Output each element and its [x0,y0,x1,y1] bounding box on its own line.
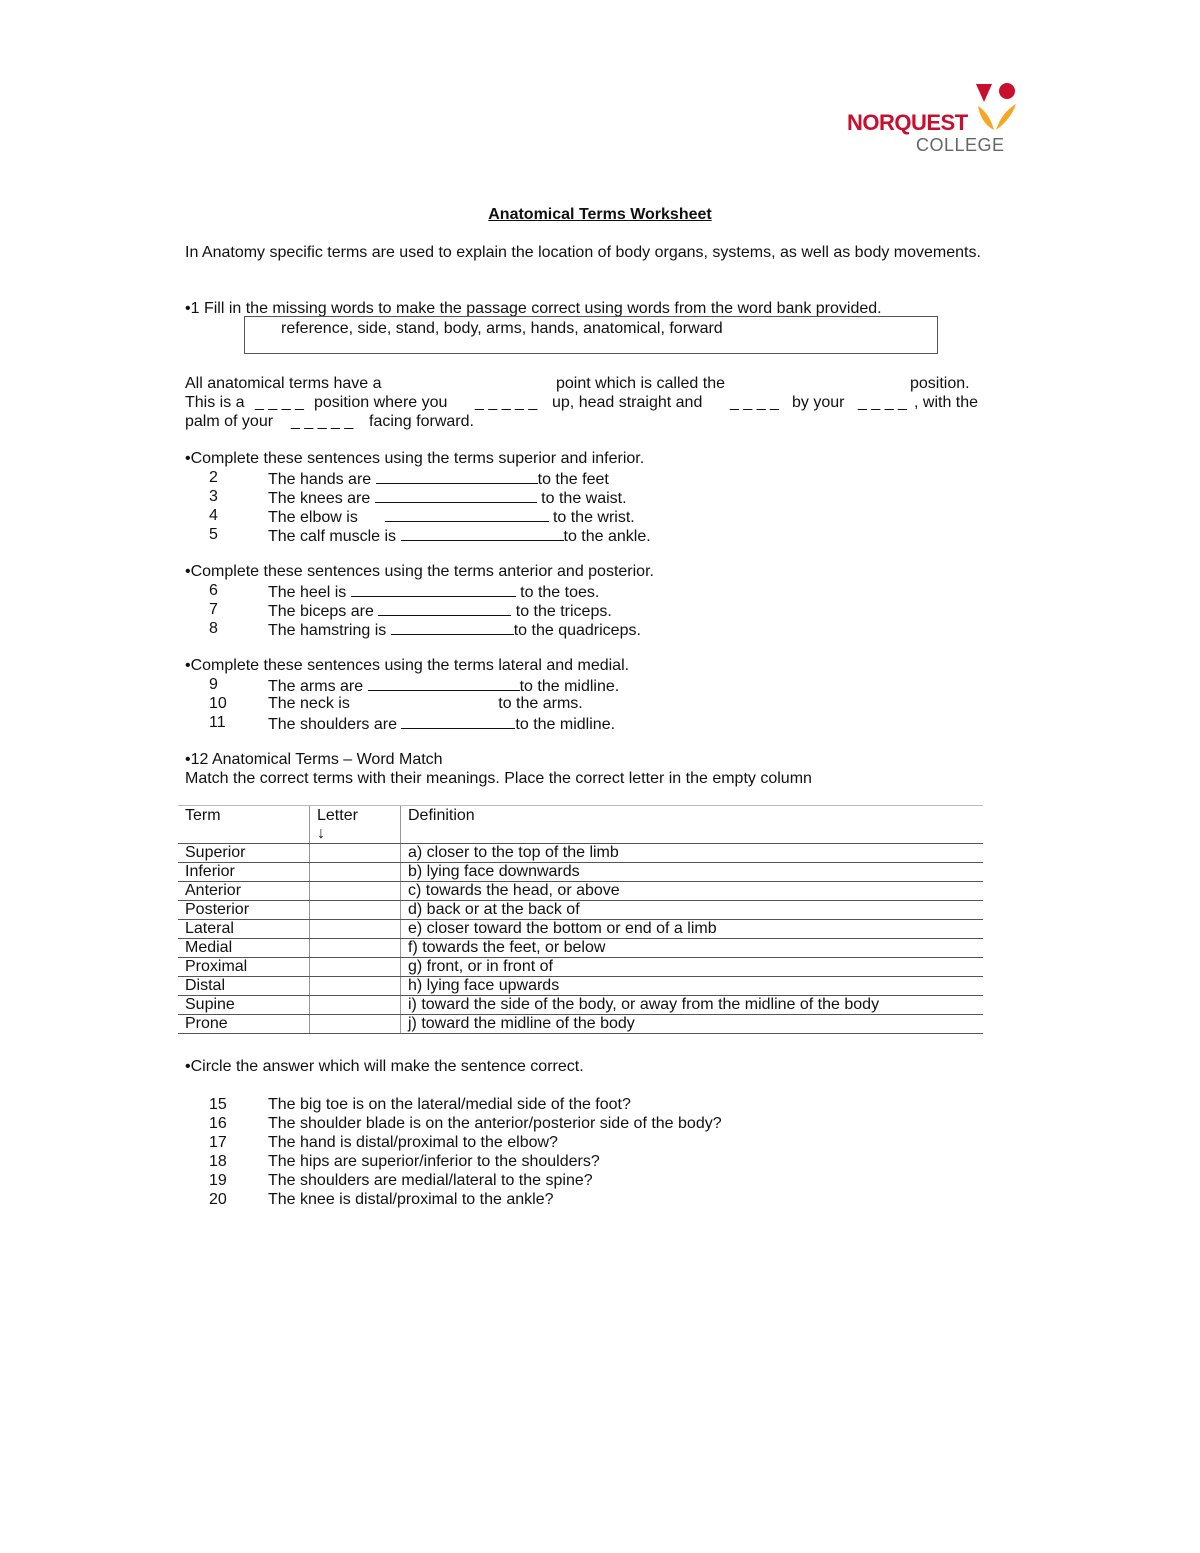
letter-answer-cell[interactable] [310,1015,401,1034]
column-header-letter [310,806,401,844]
word-match-heading: •12 Anatomical Terms – Word Match [185,751,443,768]
passage-text: , with the [914,394,979,411]
definition-cell: c) towards the head, or above [401,882,984,901]
letter-answer-cell[interactable] [310,958,401,977]
question-number: 9 [209,676,218,693]
fill-blank[interactable]: _ _ _ _ [858,394,907,411]
definition-cell: d) back or at the back of [401,901,984,920]
question-number: 2 [209,469,218,486]
answer-blank[interactable] [401,713,515,729]
definition-cell: a) closer to the top of the limb [401,844,984,863]
column-header-definition: Definition [401,806,984,844]
question-text: The heel is [268,584,347,601]
word-bank-words: reference, side, stand, body, arms, hands, anatomical, forward [281,320,723,337]
table-row [178,920,983,939]
question-text: to the feet [537,471,609,488]
question-number: 11 [209,714,226,731]
worksheet-title: Anatomical Terms Worksheet [488,206,712,223]
table-row [178,901,983,920]
term-cell: Proximal [178,958,310,977]
circle-question-text[interactable]: The shoulders are medial/lateral to the spine? [268,1172,593,1189]
passage-text: This is a [185,394,245,411]
table-row [178,882,983,901]
question-text: to the waist. [536,490,627,507]
passage-text: All anatomical terms have a [185,375,382,392]
q1-passage [185,374,1015,434]
question-text: to the quadriceps. [513,622,641,639]
definition-cell: h) lying face upwards [401,977,984,996]
answer-blank[interactable] [376,468,538,484]
definition-cell: f) towards the feet, or below [401,939,984,958]
term-cell: Distal [178,977,310,996]
question-text: The elbow is [268,509,358,526]
letter-answer-cell[interactable] [310,939,401,958]
table-row [178,939,983,958]
word-match-instruction: Match the correct terms with their meanings. Place the correct letter in the empty column [185,770,812,787]
question-text: to the arms. [498,695,583,712]
circle-question-text[interactable]: The hand is distal/proximal to the elbow? [268,1134,558,1151]
term-cell: Supine [178,996,310,1015]
question-text: to the toes. [515,584,600,601]
circle-question-text[interactable]: The big toe is on the lateral/medial side of the foot? [268,1096,631,1113]
question-number: 6 [209,582,218,599]
fill-blank[interactable]: _ _ _ _ _ [291,413,354,430]
question-text: The calf muscle is [268,528,397,545]
definition-cell: i) toward the side of the body, or away from the midline of the body [401,996,984,1015]
question-text: to the triceps. [511,603,612,620]
term-cell: Posterior [178,901,310,920]
passage-text: by your [792,394,845,411]
table-row [178,863,983,882]
word-match-table [178,805,983,1034]
question-number: 17 [209,1134,227,1151]
question-text: The hands are [268,471,372,488]
question-number: 16 [209,1115,227,1132]
definition-cell: j) toward the midline of the body [401,1015,984,1034]
word-bank-box [244,316,938,354]
passage-text: facing forward. [369,413,474,430]
section-lateral-medial-heading: •Complete these sentences using the terms lateral and medial. [185,657,630,674]
question-text: The neck is [268,695,350,712]
question-number: 20 [209,1191,227,1208]
term-cell: Lateral [178,920,310,939]
circle-question-text[interactable]: The shoulder blade is on the anterior/posterior side of the body? [268,1115,722,1132]
question-text: to the ankle. [563,528,651,545]
table-row [178,977,983,996]
circle-question-text[interactable]: The knee is distal/proximal to the ankle? [268,1191,554,1208]
question-text: The hamstring is [268,622,387,639]
section-anterior-posterior-heading: •Complete these sentences using the terms anterior and posterior. [185,563,654,580]
term-cell: Superior [178,844,310,863]
question-number: 10 [209,695,227,712]
down-arrow-icon: ↓ [317,825,325,842]
logo-sub-name: COLLEGE [916,135,1005,155]
intro-paragraph: In Anatomy specific terms are used to explain the location of body organs, systems, as well as body movements. [185,244,981,261]
passage-text: position. [910,375,970,392]
q1-instruction: •1 Fill in the missing words to make the passage correct using words from the word bank provided. [185,300,882,317]
question-text: The knees are [268,490,371,507]
question-text: to the midline. [519,678,620,695]
term-cell: Medial [178,939,310,958]
letter-header-label: Letter [317,807,358,824]
circle-answer-heading: •Circle the answer which will make the sentence correct. [185,1058,584,1075]
passage-text: position where you [314,394,448,411]
term-cell: Inferior [178,863,310,882]
circle-question-text[interactable]: The hips are superior/inferior to the shoulders? [268,1153,600,1170]
question-text: The biceps are [268,603,374,620]
letter-answer-cell[interactable] [310,844,401,863]
passage-text: up, head straight and [552,394,703,411]
question-text: The arms are [268,678,364,695]
table-row [178,1015,983,1034]
answer-blank[interactable] [385,506,549,522]
question-number: 3 [209,488,218,505]
passage-text: palm of your [185,413,274,430]
table-row [178,996,983,1015]
question-number: 7 [209,601,218,618]
question-number: 4 [209,507,218,524]
logo-brand-name: NORQUEST [847,110,968,135]
fill-blank[interactable]: _ _ _ _ _ [475,394,538,411]
question-number: 8 [209,620,218,637]
question-text: to the wrist. [548,509,635,526]
section-superior-inferior-heading: •Complete these sentences using the terms superior and inferior. [185,450,645,467]
question-number: 5 [209,526,218,543]
answer-blank[interactable] [368,675,520,691]
definition-cell: e) closer toward the bottom or end of a limb [401,920,984,939]
letter-answer-cell[interactable] [310,920,401,939]
term-cell: Prone [178,1015,310,1034]
college-emblem-icon [974,82,1022,134]
letter-answer-cell[interactable] [310,901,401,920]
definition-cell: b) lying face downwards [401,863,984,882]
letter-answer-cell[interactable] [310,882,401,901]
fill-blank[interactable]: _ _ _ _ [730,394,779,411]
question-number: 19 [209,1172,227,1189]
definition-cell: g) front, or in front of [401,958,984,977]
answer-blank[interactable] [375,487,537,503]
question-number: 15 [209,1096,227,1113]
letter-answer-cell[interactable] [310,977,401,996]
column-header-term: Term [178,806,310,844]
letter-answer-cell[interactable] [310,996,401,1015]
table-row [178,958,983,977]
question-number: 18 [209,1153,227,1170]
fill-blank[interactable]: _ _ _ _ [255,394,304,411]
table-header-row [178,806,983,844]
question-text: The shoulders are [268,716,397,733]
norquest-logo [846,82,1021,157]
passage-text: point which is called the [556,375,725,392]
term-cell: Anterior [178,882,310,901]
answer-blank[interactable] [378,600,511,616]
table-row [178,844,983,863]
answer-blank[interactable] [391,619,514,635]
letter-answer-cell[interactable] [310,863,401,882]
question-text: to the midline. [515,716,616,733]
answer-blank[interactable] [401,525,564,541]
answer-blank[interactable] [351,581,516,597]
